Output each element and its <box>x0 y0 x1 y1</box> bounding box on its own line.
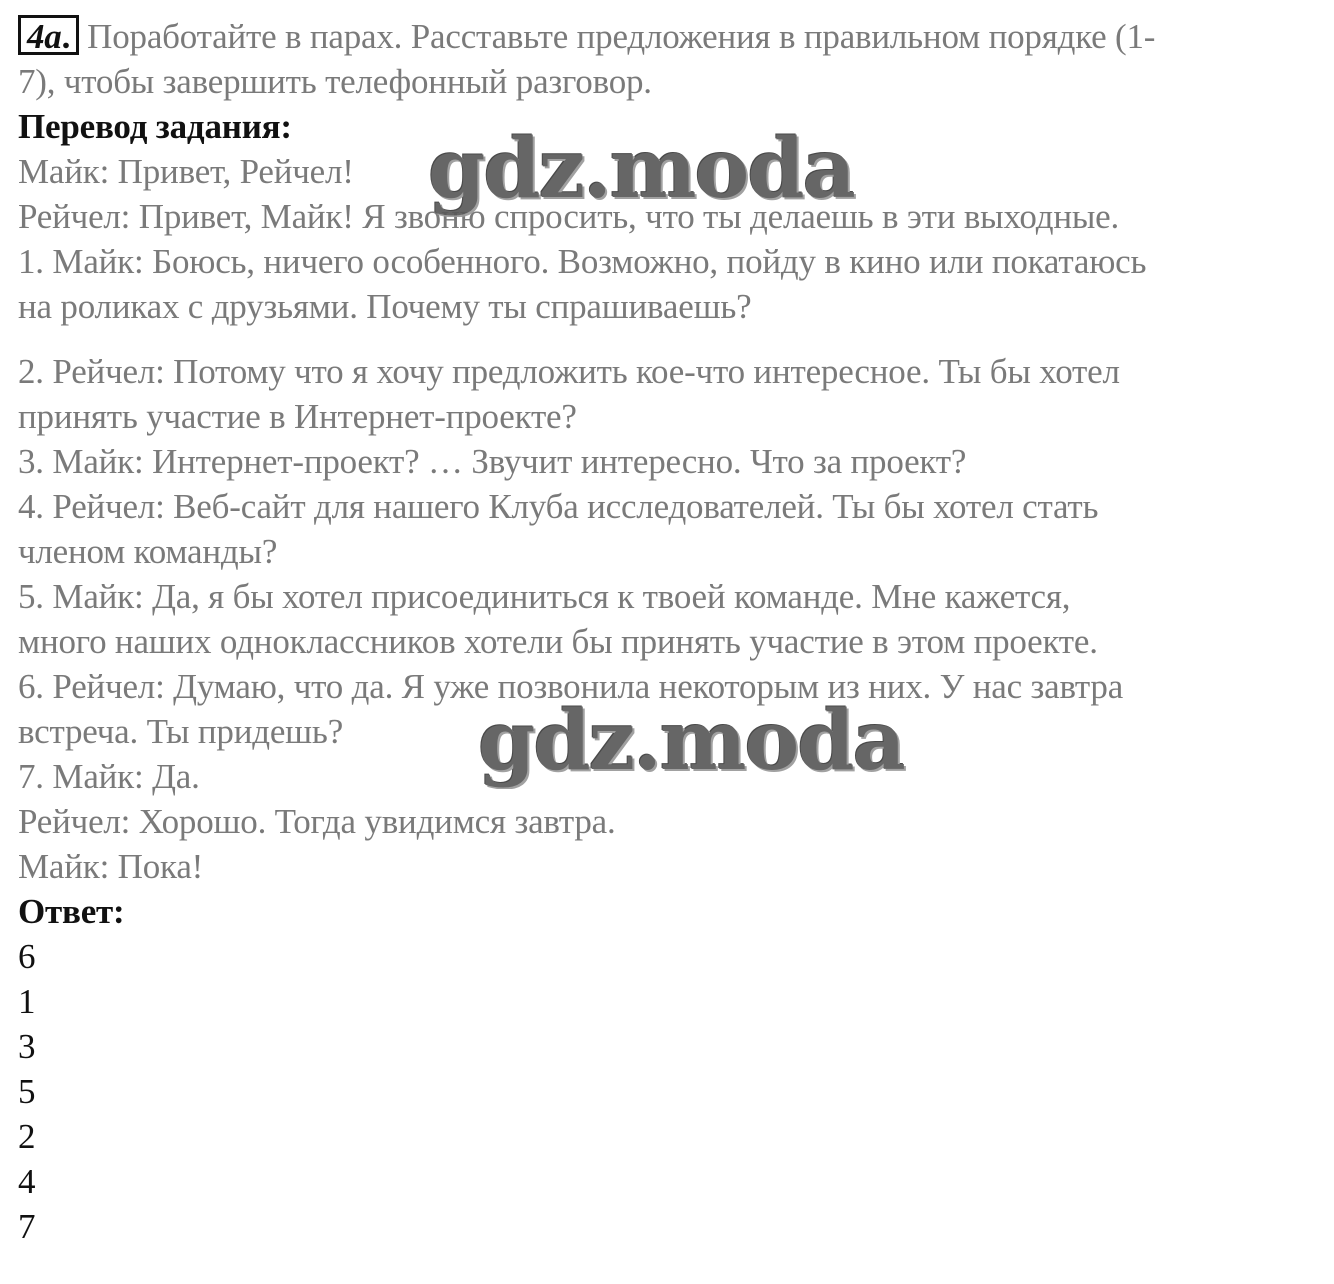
watermark-logo: gdz.moda <box>478 693 904 789</box>
task-instruction-line-1 <box>18 14 1318 59</box>
answer-heading: Ответ: <box>18 892 125 931</box>
task-number-box <box>18 15 79 55</box>
dialogue-line: 6. Рейчел: Думаю, что да. Я уже позвонила некоторым из них. У нас завтра <box>18 667 1124 706</box>
answer-value: 3 <box>18 1027 36 1066</box>
dialogue-line: Рейчел: Хорошо. Тогда увидимся завтра. <box>18 802 616 841</box>
task-instruction-line-2: 7), чтобы завершить телефонный разговор. <box>18 62 652 101</box>
answer-value: 5 <box>18 1072 36 1111</box>
dialogue-line: 4. Рейчел: Веб-сайт для нашего Клуба исследователей. Ты бы хотел стать <box>18 487 1099 526</box>
answer-value: 7 <box>18 1207 36 1246</box>
answer-list <box>18 934 1318 1249</box>
dialogue-line: 1. Майк: Боюсь, ничего особенного. Возможно, пойду в кино или покатаюсь <box>18 242 1147 281</box>
answer-value: 4 <box>18 1162 36 1201</box>
translation-heading: Перевод задания: <box>18 107 292 146</box>
dialogue-line: 5. Майк: Да, я бы хотел присоединиться к твоей команде. Мне кажется, <box>18 577 1071 616</box>
answer-value: 6 <box>18 937 36 976</box>
watermark-logo: gdz.moda <box>428 121 854 217</box>
task-number-dot: . <box>61 17 71 56</box>
task-instruction-text-1: Поработайте в парах. Расставьте предложения в правильном порядке (1- <box>87 17 1156 56</box>
dialogue-line: Майк: Привет, Рейчел! <box>18 152 354 191</box>
dialogue-line: 7. Майк: Да. <box>18 757 200 796</box>
dialogue-line: членом команды? <box>18 532 278 571</box>
answer-value: 2 <box>18 1117 36 1156</box>
answer-value: 1 <box>18 982 36 1021</box>
dialogue-line: встреча. Ты придешь? <box>18 712 344 751</box>
dialogue-line: принять участие в Интернет-проекте? <box>18 397 577 436</box>
dialogue-line: Рейчел: Привет, Майк! Я звоню спросить, что ты делаешь в эти выходные. <box>18 197 1120 236</box>
task-number: 4a <box>27 17 62 56</box>
dialogue-line: 3. Майк: Интернет-проект? … Звучит интересно. Что за проект? <box>18 442 967 481</box>
dialogue-line: на роликах с друзьями. Почему ты спрашиваешь? <box>18 287 752 326</box>
paragraph-gap <box>18 329 1318 349</box>
dialogue-line: Майк: Пока! <box>18 847 204 886</box>
dialogue-line: много наших одноклассников хотели бы принять участие в этом проекте. <box>18 622 1098 661</box>
dialogue-line: 2. Рейчел: Потому что я хочу предложить кое-что интересное. Ты бы хотел <box>18 352 1120 391</box>
